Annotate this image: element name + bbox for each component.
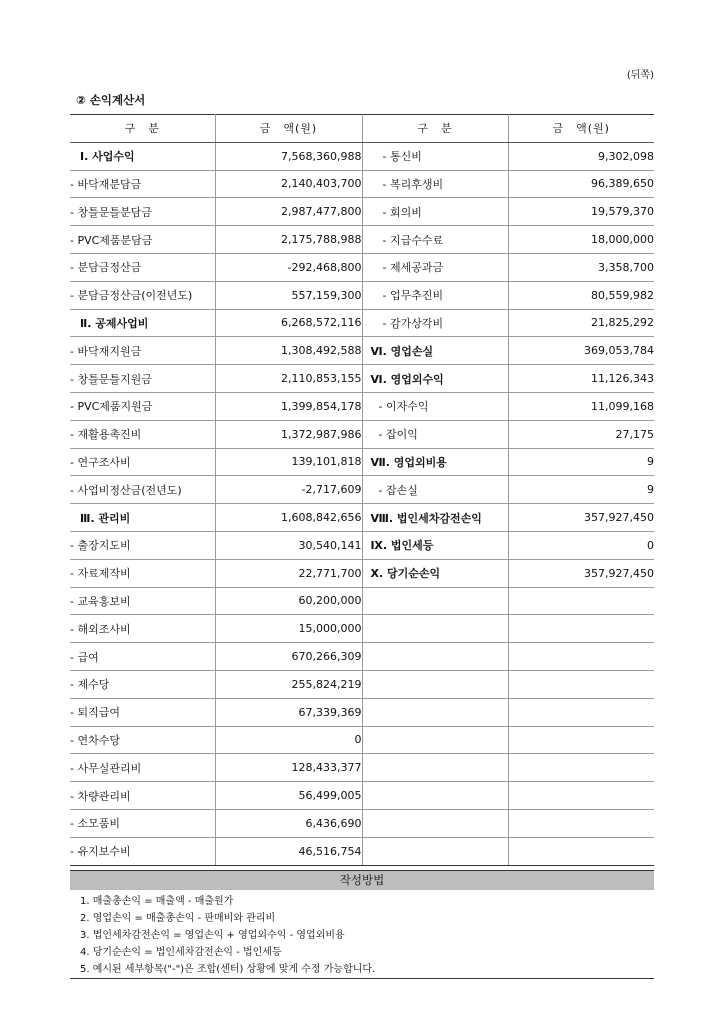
right-item-amount: 369,053,784 — [508, 337, 654, 365]
left-item-label: - PVC제품분담금 — [70, 226, 215, 254]
left-item-amount: 15,000,000 — [215, 615, 362, 643]
table-row — [70, 782, 654, 810]
left-item-amount: 56,499,005 — [215, 782, 362, 810]
table-row — [70, 670, 654, 698]
left-item-label: - 재활용촉진비 — [70, 420, 215, 448]
right-item-label: - 잡손실 — [362, 476, 508, 504]
table-row — [70, 392, 654, 420]
right-item-label: Ⅸ. 법인세등 — [362, 531, 508, 559]
right-item-amount: 3,358,700 — [508, 253, 654, 281]
right-item-label — [362, 587, 508, 615]
right-item-label — [362, 754, 508, 782]
right-item-label — [362, 643, 508, 671]
left-item-label: - 유지보수비 — [70, 837, 215, 865]
right-item-label — [362, 670, 508, 698]
right-item-label — [362, 615, 508, 643]
right-item-label — [362, 782, 508, 810]
table-row — [70, 809, 654, 837]
left-item-label: - 연차수당 — [70, 726, 215, 754]
left-item-amount: 67,339,369 — [215, 698, 362, 726]
right-item-label: Ⅹ. 당기순손익 — [362, 559, 508, 587]
left-item-label: Ⅱ. 공제사업비 — [70, 309, 215, 337]
table-row — [70, 754, 654, 782]
left-item-amount: -2,717,609 — [215, 476, 362, 504]
table-row — [70, 170, 654, 198]
writing-method-box — [70, 870, 654, 979]
writing-method-item: 3. 법인세차감전손익 = 영업손익 + 영업외수익 - 영업외비용 — [80, 930, 345, 941]
left-item-amount: 6,436,690 — [215, 809, 362, 837]
left-item-label: - 차량관리비 — [70, 782, 215, 810]
right-item-amount: 357,927,450 — [508, 504, 654, 532]
right-item-label: - 회의비 — [362, 198, 508, 226]
writing-method-list — [70, 890, 654, 979]
right-item-label: - 업무추진비 — [362, 281, 508, 309]
table-row — [70, 281, 654, 309]
right-item-amount: 9 — [508, 476, 654, 504]
left-item-amount: 2,140,403,700 — [215, 170, 362, 198]
table-row — [70, 643, 654, 671]
writing-method-item: 4. 당기순손익 = 법인세차감전손익 - 법인세등 — [80, 947, 282, 958]
table-row — [70, 531, 654, 559]
left-item-label: Ⅲ. 관리비 — [70, 504, 215, 532]
right-item-amount: 19,579,370 — [508, 198, 654, 226]
table-row — [70, 198, 654, 226]
right-item-label: Ⅷ. 법인세차감전손익 — [362, 504, 508, 532]
right-item-label: - 제세공과금 — [362, 253, 508, 281]
table-row — [70, 559, 654, 587]
table-row — [70, 420, 654, 448]
left-item-amount: 1,399,854,178 — [215, 392, 362, 420]
right-item-amount: 11,099,168 — [508, 392, 654, 420]
table-row — [70, 476, 654, 504]
left-item-label: - 바닥재지원금 — [70, 337, 215, 365]
right-item-amount: 18,000,000 — [508, 226, 654, 254]
left-item-amount: -292,468,800 — [215, 253, 362, 281]
left-item-amount: 1,308,492,588 — [215, 337, 362, 365]
right-item-amount — [508, 698, 654, 726]
right-item-label: - 복리후생비 — [362, 170, 508, 198]
left-item-amount: 1,608,842,656 — [215, 504, 362, 532]
writing-method-item: 5. 예시된 세부항목("-")은 조합(센터) 상황에 맞게 수정 가능합니다. — [80, 964, 376, 975]
left-item-label: - 교육홍보비 — [70, 587, 215, 615]
right-item-label: Ⅵ. 영업외수익 — [362, 365, 508, 393]
writing-method-item: 1. 매출총손익 = 매출액 - 매출원가 — [80, 896, 234, 907]
left-item-label: - 분담금정산금 — [70, 253, 215, 281]
left-item-amount: 139,101,818 — [215, 448, 362, 476]
right-item-label: - 지급수수료 — [362, 226, 508, 254]
right-item-label — [362, 726, 508, 754]
right-item-label: Ⅶ. 영업외비용 — [362, 448, 508, 476]
left-item-amount: 128,433,377 — [215, 754, 362, 782]
table-row — [70, 142, 654, 170]
right-item-amount — [508, 726, 654, 754]
table-row — [70, 726, 654, 754]
right-item-label: - 통신비 — [362, 142, 508, 170]
left-item-label: - 사업비정산금(전년도) — [70, 476, 215, 504]
right-item-amount: 0 — [508, 531, 654, 559]
left-item-label: - 분담금정산금(이전년도) — [70, 281, 215, 309]
table-row — [70, 837, 654, 865]
right-item-label: - 감가상각비 — [362, 309, 508, 337]
right-item-amount: 9 — [508, 448, 654, 476]
right-item-amount — [508, 754, 654, 782]
table-row — [70, 365, 654, 393]
right-item-label: - 이자수익 — [362, 392, 508, 420]
table-row — [70, 309, 654, 337]
left-item-label: - 퇴직급여 — [70, 698, 215, 726]
left-item-amount: 557,159,300 — [215, 281, 362, 309]
left-item-amount: 1,372,987,986 — [215, 420, 362, 448]
left-item-label: - 소모품비 — [70, 809, 215, 837]
table-header-row — [70, 115, 654, 143]
left-item-amount: 30,540,141 — [215, 531, 362, 559]
header-amount-left: 금 액(원) — [215, 115, 362, 143]
table-row — [70, 337, 654, 365]
left-item-label: - 출장지도비 — [70, 531, 215, 559]
right-item-amount: 9,302,098 — [508, 142, 654, 170]
right-item-label: Ⅵ. 영업손실 — [362, 337, 508, 365]
table-row — [70, 698, 654, 726]
left-item-amount: 2,175,788,988 — [215, 226, 362, 254]
left-item-amount: 60,200,000 — [215, 587, 362, 615]
table-body — [70, 142, 654, 865]
left-item-label: - 급여 — [70, 643, 215, 671]
left-item-label: - 해외조사비 — [70, 615, 215, 643]
left-item-label: Ⅰ. 사업수익 — [70, 142, 215, 170]
page-side-label: (뒤쪽) — [626, 70, 654, 81]
left-item-label: - 제수당 — [70, 670, 215, 698]
right-item-amount: 96,389,650 — [508, 170, 654, 198]
right-item-amount: 11,126,343 — [508, 365, 654, 393]
left-item-label: - 사무실관리비 — [70, 754, 215, 782]
writing-method-title: 작성방법 — [70, 870, 654, 890]
right-item-amount: 27,175 — [508, 420, 654, 448]
right-item-label: - 잡이익 — [362, 420, 508, 448]
table-row — [70, 448, 654, 476]
left-item-amount: 6,268,572,116 — [215, 309, 362, 337]
table-row — [70, 253, 654, 281]
writing-method-item: 2. 영업손익 = 매출총손익 - 판매비와 관리비 — [80, 913, 276, 924]
table-row — [70, 615, 654, 643]
right-item-amount — [508, 643, 654, 671]
left-item-amount: 22,771,700 — [215, 559, 362, 587]
table-row — [70, 226, 654, 254]
right-item-amount — [508, 782, 654, 810]
left-item-label: - 창틀문틀지원금 — [70, 365, 215, 393]
left-item-amount: 7,568,360,988 — [215, 142, 362, 170]
header-item-right: 구 분 — [362, 115, 508, 143]
right-item-amount — [508, 615, 654, 643]
left-item-amount: 2,987,477,800 — [215, 198, 362, 226]
table-row — [70, 504, 654, 532]
table-row — [70, 587, 654, 615]
header-item-left: 구 분 — [70, 115, 215, 143]
left-item-amount: 0 — [215, 726, 362, 754]
right-item-amount: 21,825,292 — [508, 309, 654, 337]
header-amount-right: 금 액(원) — [508, 115, 654, 143]
left-item-label: - 자료제작비 — [70, 559, 215, 587]
section-title: ② 손익계산서 — [76, 93, 146, 107]
right-item-label — [362, 809, 508, 837]
right-item-amount: 357,927,450 — [508, 559, 654, 587]
left-item-label: - 연구조사비 — [70, 448, 215, 476]
right-item-amount — [508, 837, 654, 865]
left-item-amount: 46,516,754 — [215, 837, 362, 865]
left-item-amount: 670,266,309 — [215, 643, 362, 671]
left-item-label: - 바닥재분담금 — [70, 170, 215, 198]
left-item-label: - PVC제품지원금 — [70, 392, 215, 420]
right-item-amount — [508, 670, 654, 698]
right-item-label — [362, 837, 508, 865]
left-item-amount: 2,110,853,155 — [215, 365, 362, 393]
income-statement-table — [70, 114, 654, 866]
right-item-amount: 80,559,982 — [508, 281, 654, 309]
right-item-label — [362, 698, 508, 726]
right-item-amount — [508, 587, 654, 615]
left-item-label: - 창틀문틀분담금 — [70, 198, 215, 226]
left-item-amount: 255,824,219 — [215, 670, 362, 698]
right-item-amount — [508, 809, 654, 837]
